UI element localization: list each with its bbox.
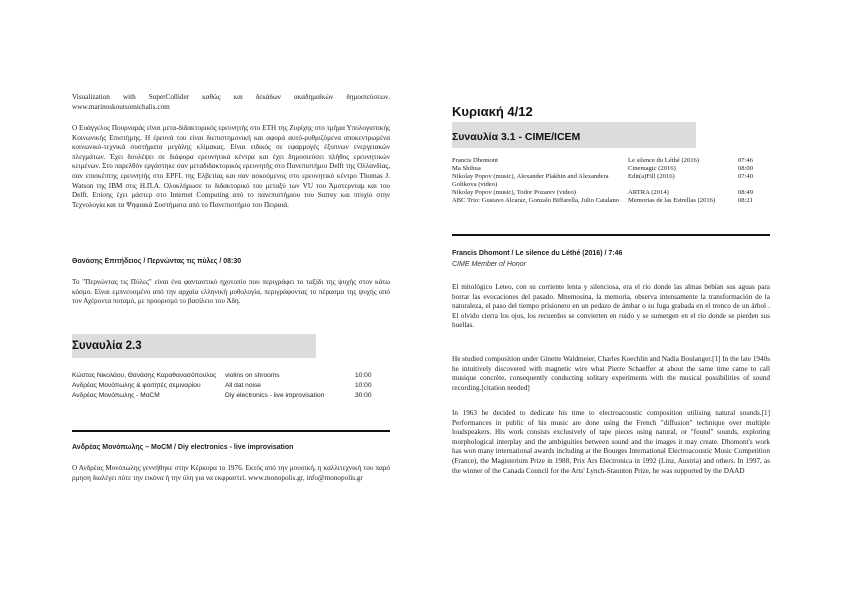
table-row bbox=[452, 157, 770, 165]
intro-paragraph: Visualization with SuperCollider καθώς και δεκάδων ακαδημαϊκών δημοσιεύσεων. www.marinoskoutsomichalis.com bbox=[72, 93, 390, 111]
table-row bbox=[452, 173, 770, 189]
program-table-2-3 bbox=[72, 372, 390, 400]
program-table-3-1 bbox=[452, 157, 770, 205]
artist-cell: Κώστας Νικολάου, Θανάσης Καραθανασόπουλος bbox=[72, 372, 217, 379]
concert-heading-3-1 bbox=[452, 122, 696, 148]
table-row bbox=[72, 372, 390, 380]
artist-cell: ABC Trio: Gustavo Alcaraz, Gonzalo Biffarella, Julio Catalano bbox=[452, 197, 620, 204]
work-dhomont-title: Francis Dhomont / Le silence du Léthé (2016) / 7:46 bbox=[452, 250, 623, 257]
time-cell: 07:46 bbox=[738, 157, 754, 164]
title-cell: Diy electronics - live improvisation bbox=[225, 392, 325, 399]
title-cell: All dat noise bbox=[225, 382, 261, 389]
concert-heading-text: Συναυλία 3.1 - CIME/ICEM bbox=[452, 131, 581, 143]
artist-cell: Nikolay Popov (music), Alexander Plakhin and Alexandera Golikova (video) bbox=[452, 173, 609, 188]
time-cell: 10:00 bbox=[355, 372, 372, 379]
artist-cell: Ma Shihua bbox=[452, 165, 481, 172]
divider-rule bbox=[72, 430, 390, 432]
time-cell: 30:00 bbox=[355, 392, 372, 399]
title-cell: ARTRA (2014) bbox=[628, 189, 669, 196]
title-cell: Le silence du Léthé (2016) bbox=[628, 157, 700, 164]
time-cell: 08:21 bbox=[738, 197, 754, 204]
table-row bbox=[452, 165, 770, 173]
bio-pournaras: Ο Ευάγγελος Πουρναράς είναι μετα-διδακτορικός ερευνητής στο ΕΤΗ της Ζυρίχης στο τμήμα Υπολογιστικής Κοινωνικής Επιστήμης. Η έρευνά του είναι διεπιστημονική και αφορά αυτό-ρυθμιζόμενα αποκεντρωμένα κοινωνικό-τεχνικά συστήματα μεγάλης κλίμακας. Είναι ειδικός σε εφαρμογές έξυπνων ενεργειακών πλεγμάτων. Έχει δουλέψει σε διάφορα ερευνητικά κέντρα και έχει δημοσιεύσει πλήθος ερευνητικών κειμένων. Στο παρελθόν εργάστηκε σαν μεταδιδακτορικός ερευνητής στο Πανεπιστήμιο Delft της Ολλανδίας, σαν επισκέπτης ερευνητής στο EPFL της Ελβετίας και σαν ασκούμενος στο ερευνητικό κέντρο Thomas J. Watson της IBM στις Η.Π.Α. Ολοκλήρωσε το διδακτορικό του μεταξύ των VU του Άμστερνταμ και του Delft. Επίσης έχει μάστερ στο Internet Computing από το πανεπιστήμιου του Surrey και πτυχίο στην Τεχνολογία και τα Ψηφιακά Συστήματα από το Πανεπιστήμιο του Πειραιά. bbox=[72, 124, 390, 209]
time-cell: 08:00 bbox=[738, 165, 754, 172]
table-row bbox=[72, 380, 390, 390]
time-cell: 07:40 bbox=[738, 173, 754, 180]
spanish-paragraph: El mitológico Leteo, con su corriente lenta y silenciosa, era el río donde las almas bebían sus aguas para borrar las evocaciones del pasado. Mnemosina, la memoria, observa intensamente la transformación de la naturaleza, el paso del tiempo prisionero en un pedazo de ámbar o su fuga grabada en el tronco de un árbol . El olvido cierra los ojos, los recuerdos se convierten en ruido y se sumergen en el río donde se pierden sus huellas. bbox=[452, 283, 770, 330]
table-row bbox=[452, 189, 770, 197]
artist-cell: Ανδρέας Μονόπωλης & φοιτητές σεμιναρίου bbox=[72, 382, 201, 389]
artist-cell: Ανδρέας Μονόπωλης - MoCM bbox=[72, 392, 160, 399]
divider-rule bbox=[452, 234, 770, 236]
title-cell: violins on shrooms bbox=[225, 372, 280, 379]
english-paragraph-1: He studied composition under Ginette Waldmeier, Charles Koechlin and Nadia Boulanger.[1] In the late 1940s he intuitively discovered with magnetic wire what Pierre Schaeffer at about the same time came to call musique concrète, consequently conducting solitary experiments with the musical possibilities of sound recording.[citation needed] bbox=[452, 355, 770, 392]
concert-heading-2-3 bbox=[72, 334, 316, 358]
work-epitideios-title: Θανάσης Επιτήδειος / Περνώντας τις πύλες / 08:30 bbox=[72, 258, 242, 265]
artist-cell: Nikolay Popov (music), Todor Pozarev (video) bbox=[452, 189, 576, 196]
work-dhomont-subtitle: CIME Member of Honor bbox=[452, 261, 526, 268]
time-cell: 08:49 bbox=[738, 189, 754, 196]
bio-monopolis: Ο Ανδρέας Μονόπωλης γεννήθηκε στην Κέρκυρα το 1976. Εκτός από την μουσική, η καλλιτεχνική του παρόρμηση διαλέγει πότε την εικόνα ή την ύλη για να εκφραστεί. www.monopolis.gr, info@monopolis.gr bbox=[72, 464, 390, 482]
concert-heading-text: Συναυλία 2.3 bbox=[72, 340, 142, 352]
title-cell: Cinemagic (2016) bbox=[628, 165, 676, 172]
english-paragraph-2: In 1963 he decided to dedicate his time to electroacoustic composition utilising natural sounds.[1] Performances in public of his music are done using the French "diffusion" technique over multiple loudspeakers. His work consists exclusively of tape pieces using natural, or "found" sounds, exploring morphological interplay and the ambiguities between sound and the images it may create. Dhomont's work has won many international awards including at the Bourges International Electroacoustic Music Competition (France), the Magisterium Prize in 1988, Prix Ars Electronica in 1992 (Linz, Austria) and others. In 1997, as the winner of the Canada Council for the Arts' Lynch-Staunton Prize, he was supported by the DAAD bbox=[452, 409, 770, 475]
title-cell: Memorias de las Estrellas (2016) bbox=[628, 197, 716, 204]
title-cell: Edit(a)Fill (2016) bbox=[628, 173, 675, 180]
table-row bbox=[452, 197, 770, 205]
work-monopolis-title: Ανδρέας Μονόπωλης – MoCM / Diy electronics - live improvisation bbox=[72, 444, 294, 451]
artist-cell: Francis Dhomont bbox=[452, 157, 498, 164]
work-epitideios-description: Το "Περνώντας τις Πύλες" είναι ένα φανταστικό ηχοτοπίο που περιγράφει το ταξίδι της ψυχής στον κάτω κόσμο. Είναι εμπνευσμένο από την αρχαία ελληνική μυθολογία, περιγράφοντας το πέρασμα της ψυχής από τον Αχέροντα ποταμό, με προορισμό το βασίλειο του Άδη. bbox=[72, 278, 390, 306]
time-cell: 10:00 bbox=[355, 382, 372, 389]
table-row bbox=[72, 390, 390, 400]
day-heading: Κυριακή 4/12 bbox=[452, 104, 533, 119]
